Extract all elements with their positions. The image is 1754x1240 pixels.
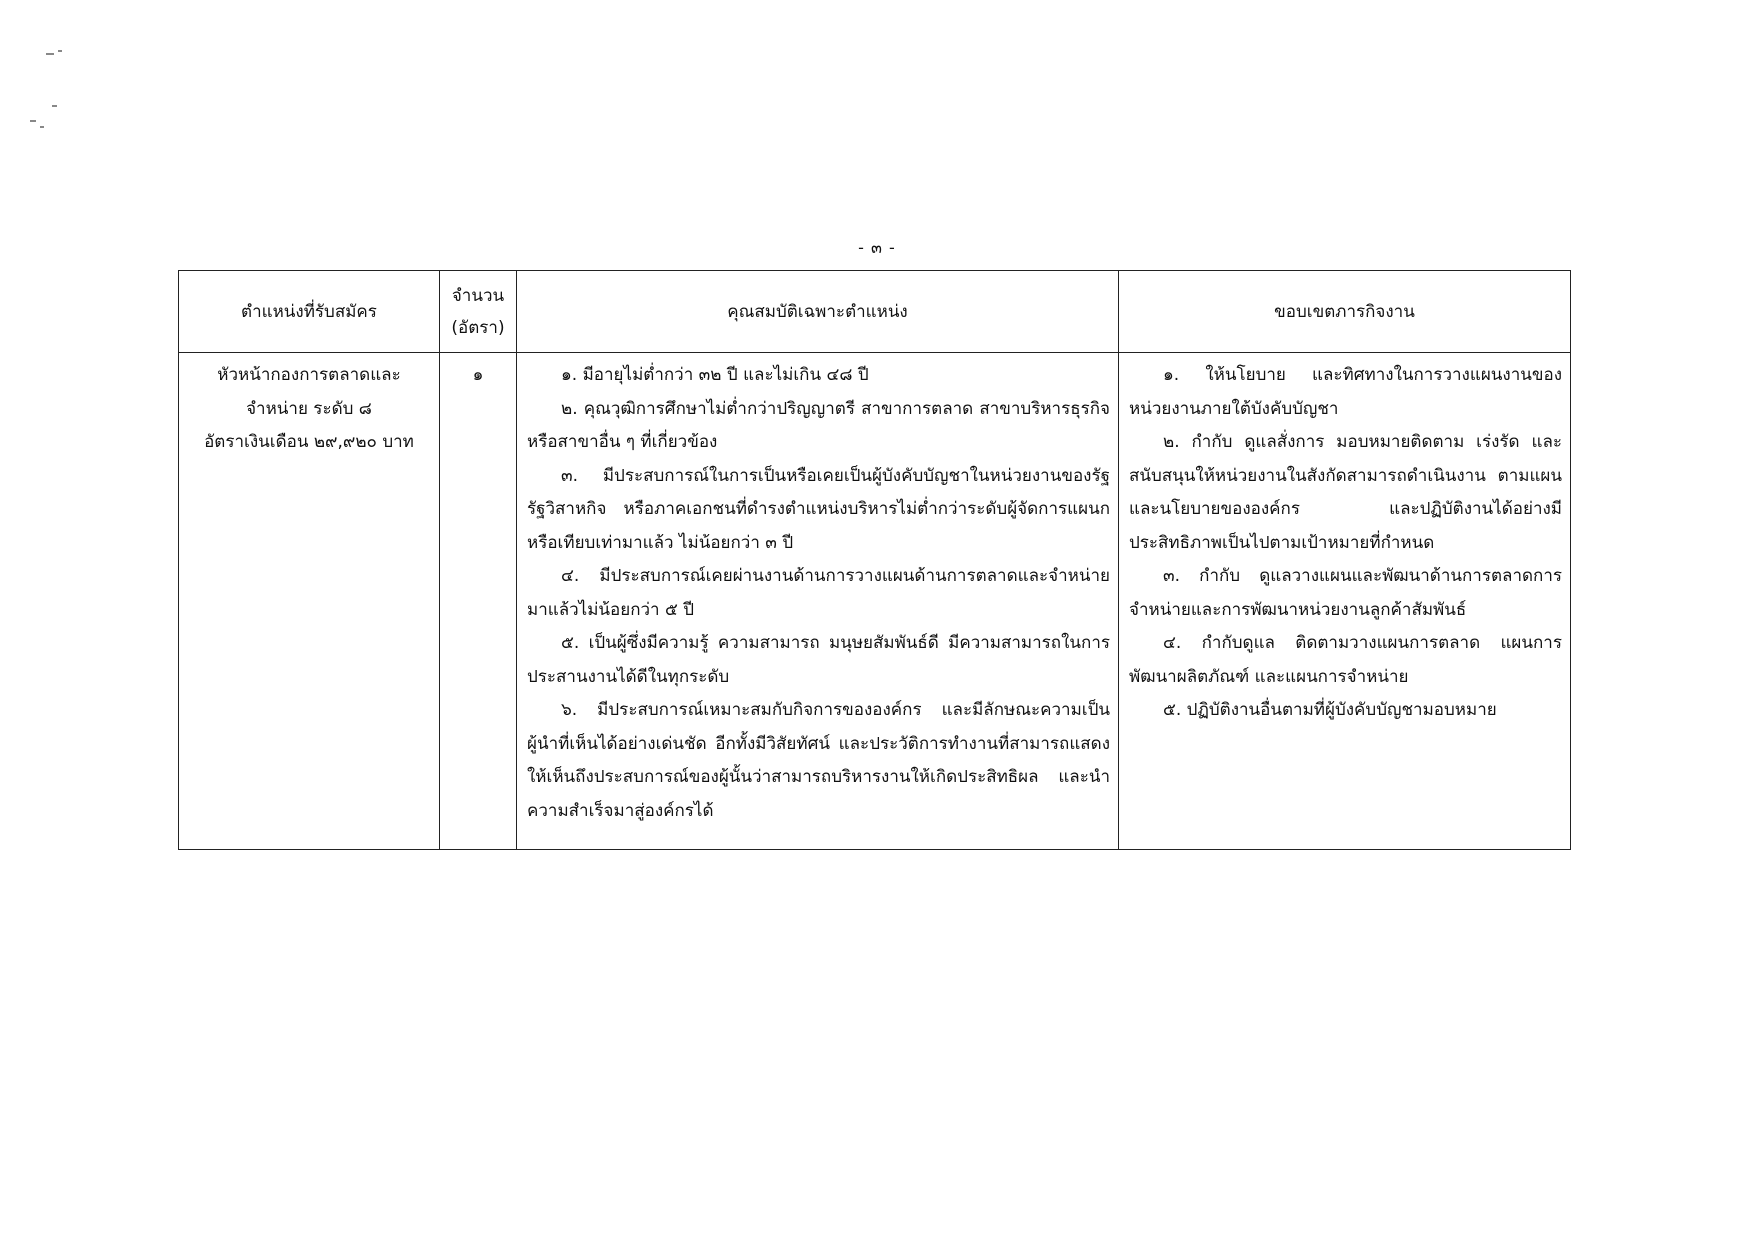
scan-speck	[52, 105, 57, 107]
header-count	[440, 271, 517, 353]
qualification-item: ๓. มีประสบการณ์ในการเป็นหรือเคยเป็นผู้บังคับบัญชาในหน่วยงานของรัฐ รัฐวิสาหกิจ หรือภาคเอกชนที่ดำรงตำแหน่งบริหารไม่ต่ำกว่าระดับผู้จัดการแผนกหรือเทียบเท่ามาแล้ว ไม่น้อยกว่า ๓ ปี	[527, 465, 1110, 553]
scope-item: ๕. ปฏิบัติงานอื่นตามที่ผู้บังคับบัญชามอบหมาย	[1163, 700, 1497, 720]
scope-item: ๑. ให้นโยบาย และทิศทางในการวางแผนงานของหน่วยงานภายใต้บังคับบัญชา	[1129, 365, 1562, 419]
scan-speck	[30, 120, 36, 122]
header-position: ตำแหน่งที่รับสมัคร	[179, 271, 440, 353]
header-scope: ขอบเขตภารกิจงาน	[1119, 271, 1571, 353]
qualification-item: ๔. มีประสบการณ์เคยผ่านงานด้านการวางแผนด้านการตลาดและจำหน่ายมาแล้วไม่น้อยกว่า ๕ ปี	[527, 566, 1110, 620]
header-qualifications: คุณสมบัติเฉพาะตำแหน่ง	[517, 271, 1119, 353]
position-line: อัตราเงินเดือน ๒๙,๙๒๐ บาท	[204, 432, 414, 452]
scope-item: ๒. กำกับ ดูแลสั่งการ มอบหมายติดตาม เร่งรัด และสนับสนุนให้หน่วยงานในสังกัดสามารถดำเนินงาน ตามแผนและนโยบายขององค์กร และปฏิบัติงานได้อย่างมีประสิทธิภาพเป็นไปตามเป้าหมายที่กำหนด	[1129, 432, 1562, 553]
qualification-item: ๑. มีอายุไม่ต่ำกว่า ๓๒ ปี และไม่เกิน ๔๘ ปี	[561, 365, 869, 385]
count-cell: ๑	[440, 353, 517, 850]
header-count-line2: (อัตรา)	[451, 317, 505, 338]
job-position-table	[178, 270, 1571, 850]
table-row	[179, 353, 1571, 850]
scan-speck	[58, 50, 62, 52]
header-count-line1: จำนวน	[451, 285, 505, 306]
qualification-item: ๖. มีประสบการณ์เหมาะสมกับกิจการขององค์กร และมีลักษณะความเป็นผู้นำที่เห็นได้อย่างเด่นชัด อีกทั้งมีวิสัยทัศน์ และประวัติการทำงานที่สามารถแสดงให้เห็นถึงประสบการณ์ของผู้นั้นว่าสามารถบริหารงานให้เกิดประสิทธิผล และนำความสำเร็จมาสู่องค์กรได้	[527, 700, 1110, 821]
table-header-row	[179, 271, 1571, 353]
qualification-item: ๕. เป็นผู้ซึ่งมีความรู้ ความสามารถ มนุษยสัมพันธ์ดี มีความสามารถในการประสานงานได้ดีในทุกระดับ	[527, 633, 1110, 687]
scope-item: ๔. กำกับดูแล ติดตามวางแผนการตลาด แผนการพัฒนาผลิตภัณฑ์ และแผนการจำหน่าย	[1129, 633, 1562, 687]
scope-item: ๓. กำกับ ดูแลวางแผนและพัฒนาด้านการตลาดการจำหน่ายและการพัฒนาหน่วยงานลูกค้าสัมพันธ์	[1129, 566, 1562, 620]
qualifications-cell	[517, 353, 1119, 850]
position-cell	[179, 353, 440, 850]
scope-cell	[1119, 353, 1571, 850]
scan-speck	[40, 126, 44, 128]
scan-speck	[46, 53, 54, 55]
page-number: - ๓ -	[858, 238, 896, 257]
position-line: หัวหน้ากองการตลาดและ	[217, 365, 401, 385]
position-line: จำหน่าย ระดับ ๘	[246, 398, 372, 419]
qualification-item: ๒. คุณวุฒิการศึกษาไม่ต่ำกว่าปริญญาตรี สาขาการตลาด สาขาบริหารธุรกิจหรือสาขาอื่น ๆ ที่เกี่ยวข้อง	[527, 398, 1110, 452]
